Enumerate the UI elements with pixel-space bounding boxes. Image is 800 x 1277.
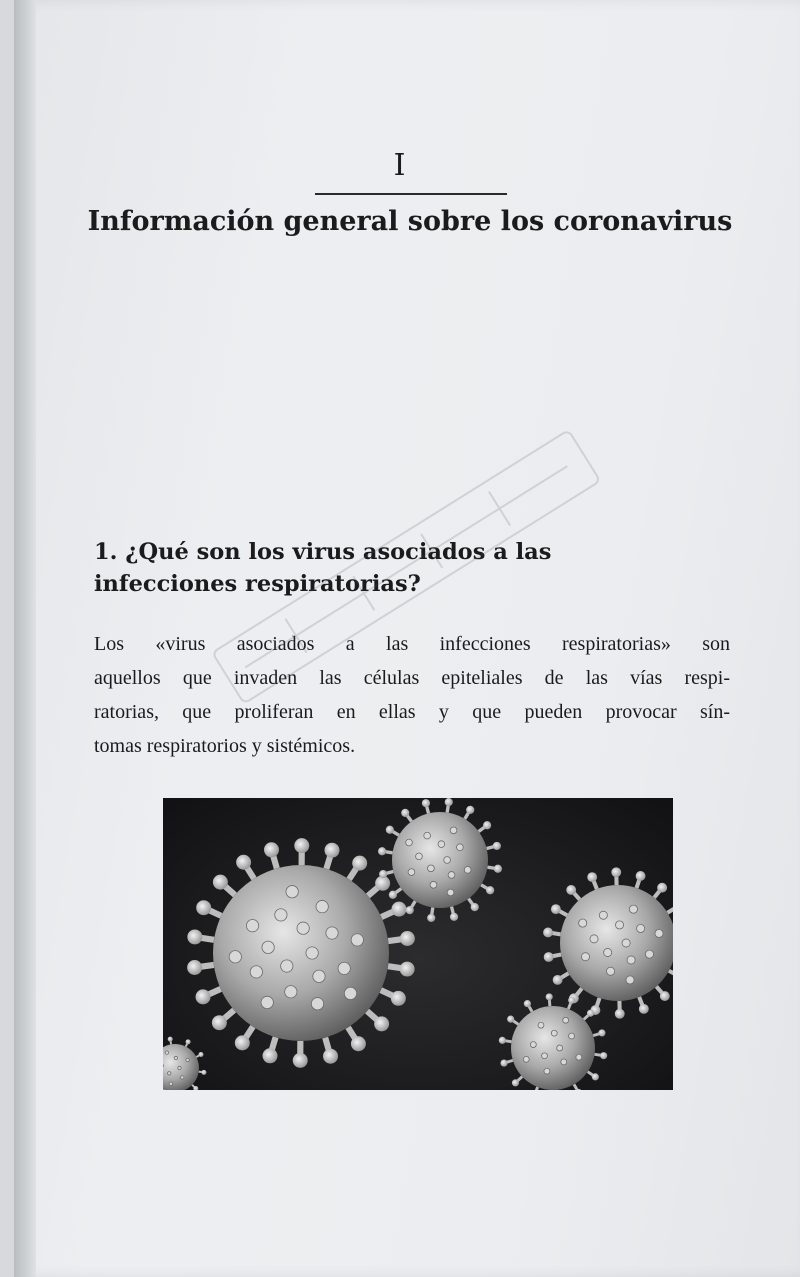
chapter-divider bbox=[315, 193, 507, 195]
virus-particle bbox=[163, 1037, 206, 1090]
book-spine-shadow bbox=[14, 0, 36, 1277]
paragraph-line: ratorias, que proliferan en ellas y que pueden provocar sín- bbox=[94, 701, 730, 723]
section-heading-line-1: 1. ¿Qué son los virus asociados a las bbox=[94, 539, 552, 565]
section-paragraph bbox=[94, 627, 730, 763]
paragraph-line: Los «virus asociados a las infecciones respiratorias» son bbox=[94, 633, 730, 655]
paragraph-line: aquellos que invaden las células epiteliales de las vías respi- bbox=[94, 667, 730, 689]
section-heading bbox=[94, 536, 694, 600]
coronavirus-figure bbox=[163, 798, 673, 1090]
paragraph-line: tomas respiratorios y sistémicos. bbox=[94, 735, 356, 757]
coronavirus-illustration bbox=[163, 798, 673, 1090]
virus-particle bbox=[499, 993, 607, 1090]
chapter-number: I bbox=[393, 148, 407, 183]
chapter-title: Información general sobre los coronavirus bbox=[87, 206, 733, 237]
virus-particle bbox=[543, 867, 673, 1018]
section-heading-line-2: infecciones respiratorias? bbox=[94, 571, 421, 597]
